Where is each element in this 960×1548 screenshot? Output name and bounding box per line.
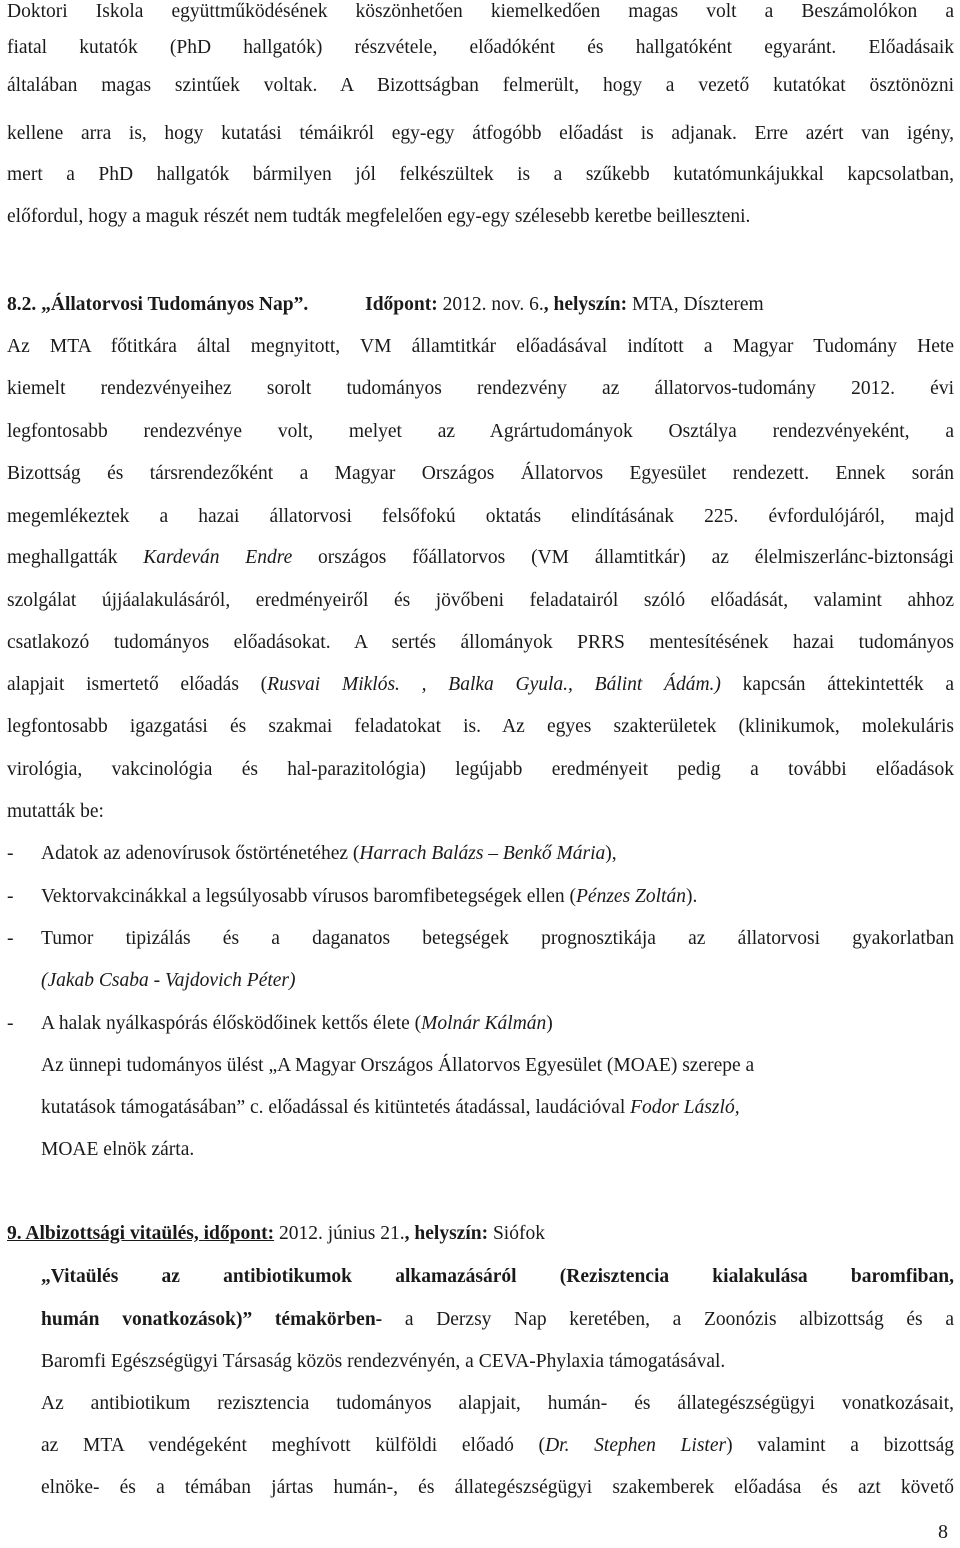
text-line: kiemelt rendezvényeihez sorolt tudományos rendezvény az állatorvos-tudomány 2012. évi (7, 378, 954, 399)
person-name: Dr. Stephen Lister (545, 1435, 727, 1456)
text-span: ) (546, 1013, 553, 1034)
bold-span: humán vonatkozások)” témakörben- (41, 1309, 383, 1330)
section-heading-9 (7, 1222, 954, 1246)
place-label: , helyszín: (404, 1223, 489, 1244)
text-line: csatlakozó tudományos előadásokat. A sertés állományok PRRS mentesítésének hazai tudományos (7, 632, 954, 653)
person-name: Kardeván Endre (143, 547, 293, 568)
text-line: legfontosabb igazgatási és szakmai feladatokat is. Az egyes szakterületek (klinikumok, molekuláris (7, 716, 954, 737)
text-span: ). (685, 886, 698, 907)
place-value: MTA, Díszterem (627, 294, 764, 315)
text-line: „Vitaülés az antibiotikumok alkamazásáról (Rezisztencia kialakulása baromfiban, (41, 1266, 954, 1287)
text-span: kapcsán áttekintették a (720, 674, 955, 695)
place-value: Siófok (488, 1223, 545, 1244)
text-line: Doktori Iskola együttműködésének köszönhetően kiemelkedően magas volt a Beszámolókon a (7, 1, 954, 22)
list-dash: - (7, 1013, 14, 1034)
text-line: legfontosabb rendezvénye volt, melyet az Agrártudományok Osztálya rendezvényeként, a (7, 421, 954, 442)
person-name: Fodor László, (630, 1097, 740, 1118)
text-line: Az ünnepi tudományos ülést „A Magyar Országos Állatorvos Egyesület (MOAE) szerepe a (41, 1055, 755, 1076)
text-line: mutatták be: (7, 801, 104, 822)
list-item (7, 1012, 954, 1036)
text-line: Az antibiotikum rezisztencia tudományos alapjait, humán- és állategészségügyi vonatkozásait, (41, 1393, 954, 1414)
text-span: az MTA vendégeként meghívott külföldi előadó ( (41, 1435, 546, 1456)
section-heading-8-2 (7, 293, 954, 317)
text-span: alapjait ismertető előadás ( (7, 674, 268, 695)
text-line: Baromfi Egészségügyi Társaság közös rendezvényén, a CEVA-Phylaxia támogatásával. (41, 1351, 726, 1372)
person-names: Molnár Kálmán (421, 1013, 547, 1034)
text-span: országos főállatorvos (VM államtitkár) az élelmiszerlánc-biztonsági (292, 547, 954, 568)
place-label: , helyszín: (543, 294, 628, 315)
person-names: (Jakab Csaba - Vajdovich Péter) (41, 970, 296, 991)
time-value: 2012. nov. 6. (437, 294, 544, 315)
text-line (41, 1096, 954, 1120)
list-item (7, 842, 954, 866)
list-item (7, 927, 954, 951)
list-dash: - (7, 843, 14, 864)
text-line: fiatal kutatók (PhD hallgatók) részvétele, előadóként és hallgatóként egyaránt. Előadásaik (7, 37, 954, 58)
text-line: általában magas szintűek voltak. A Bizottságban felmerült, hogy a vezető kutatókat ösztönözni (7, 75, 954, 96)
person-names: Rusvai Miklós. , Balka Gyula., Bálint Ádám.) (267, 674, 721, 695)
text-line: Az MTA főtitkára által megnyitott, VM államtitkár előadásával indított a Magyar Tudomány Hete (7, 336, 954, 357)
text-line: Bizottság és társrendezőként a Magyar Országos Állatorvos Egyesület rendezett. Ennek során (7, 463, 954, 484)
list-item (7, 885, 954, 909)
section-title: „Állatorvosi Tudományos Nap”. (41, 294, 309, 315)
text-line: virológia, vakcinológia és hal-parazitológia) legújabb eredményeit pedig a további előadások (7, 759, 954, 780)
time-value: 2012. június 21. (274, 1223, 405, 1244)
text-span: a Derzsy Nap keretében, a Zoonózis albizottság és a (382, 1309, 954, 1330)
text-line: kellene arra is, hogy kutatási témáikról egy-egy átfogóbb előadást is adjanak. Erre azért van igény, (7, 123, 954, 144)
list-item-text: A halak nyálkaspórás élősködőinek kettős élete ( (41, 1013, 422, 1034)
text-line: MOAE elnök zárta. (41, 1139, 195, 1160)
list-item-text: Vektorvakcinákkal a legsúlyosabb vírusos baromfibetegségek ellen ( (41, 886, 577, 907)
text-line: mert a PhD hallgatók bármilyen jól felkészültek is a szűkebb kutatómunkájukkal kapcsolatban, (7, 164, 954, 185)
text-line (41, 1434, 954, 1458)
list-dash: - (7, 886, 14, 907)
section-number: 8.2. (7, 294, 37, 315)
text-span: kutatások támogatásában” c. előadással és kitüntetés átadással, laudációval (41, 1097, 631, 1118)
time-label: Időpont: (365, 294, 438, 315)
text-span: ) valamint a bizottság (726, 1435, 954, 1456)
text-span: ), (605, 843, 617, 864)
section-title: 9. Albizottsági vitaülés, (7, 1223, 204, 1244)
text-line (7, 673, 954, 697)
text-line: szolgálat újjáalakulásáról, eredményeiről és jövőbeni feladatairól szóló előadását, valamint ahhoz (7, 590, 954, 611)
text-line (7, 546, 954, 570)
list-dash: - (7, 928, 14, 949)
text-line: elnöke- és a témában jártas humán-, és állategészségügyi szakemberek előadása és azt követő (41, 1477, 954, 1498)
person-names: Pénzes Zoltán (576, 886, 686, 907)
person-names: Harrach Balázs – Benkő Mária (359, 843, 606, 864)
text-line: előfordul, hogy a maguk részét nem tudták megfelelően egy-egy szélesebb keretbe beilleszteni. (7, 206, 751, 227)
list-item-text: Tumor tipizálás és a daganatos betegségek prognosztikája az állatorvosi gyakorlatban (41, 928, 954, 949)
text-line: megemlékeztek a hazai állatorvosi felsőfokú oktatás elindításának 225. évfordulójáról, majd (7, 506, 954, 527)
time-label: időpont: (203, 1223, 275, 1244)
list-item-text: Adatok az adenovírusok őstörténetéhez ( (41, 843, 360, 864)
text-span: meghallgatták (7, 547, 144, 568)
text-line (41, 1308, 954, 1332)
page-number: 8 (938, 1521, 948, 1543)
list-item-continuation (41, 969, 954, 993)
